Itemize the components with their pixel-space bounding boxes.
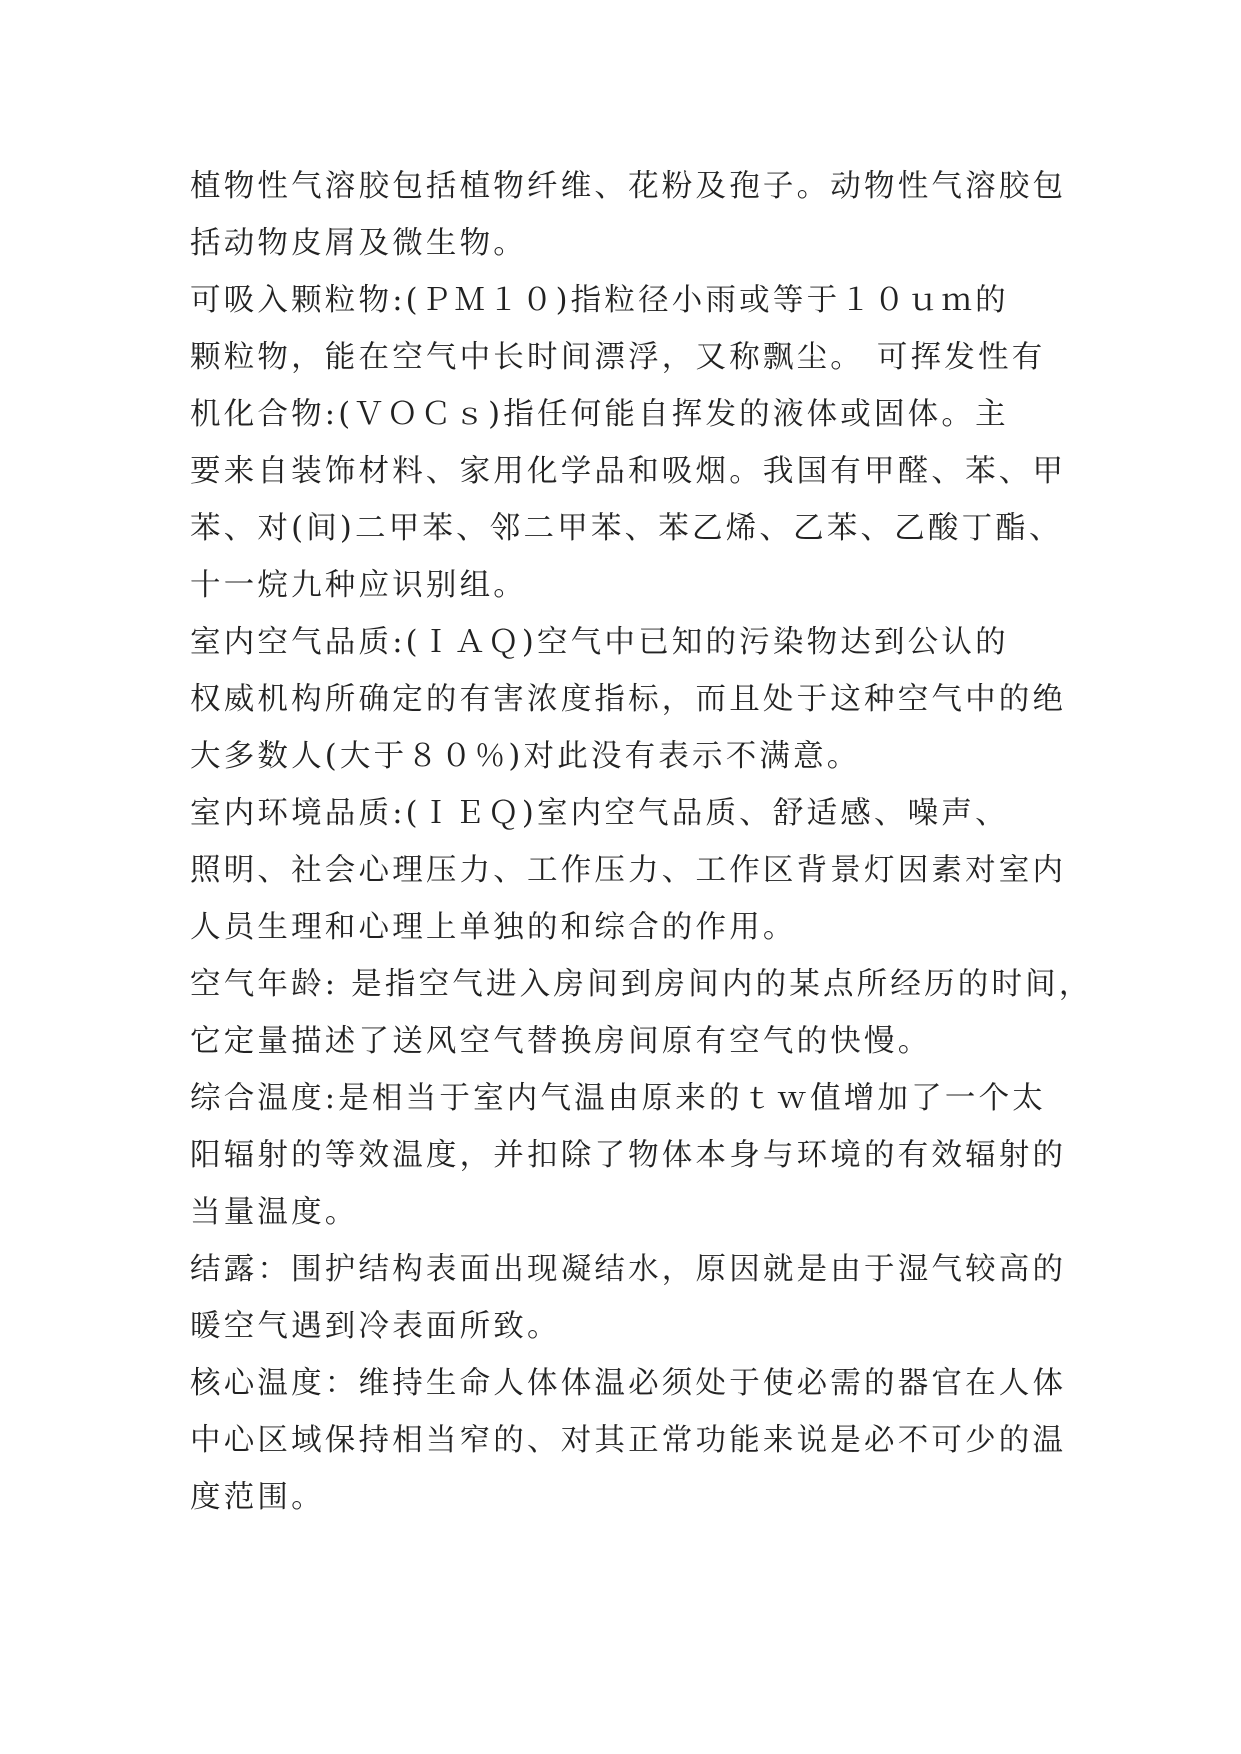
text-line: 阳辐射的等效温度，并扣除了物体本身与环境的有效辐射的 [190,1138,1067,1173]
text-line: 核心温度：维持生命人体体温必须处于使必需的器官在人体 [190,1366,1067,1401]
text-line: 十一烷九种应识别组。 [190,568,527,603]
text-line: 括动物皮屑及微生物。 [190,226,527,261]
text-line: 植物性气溶胶包括植物纤维、花粉及孢子。动物性气溶胶包 [190,169,1067,204]
body-text [190,158,1093,1526]
text-line: 度范围。 [190,1480,325,1515]
text-line: 照明、社会心理压力、工作压力、工作区背景灯因素对室内 [190,853,1067,888]
text-line: 权威机构所确定的有害浓度指标，而且处于这种空气中的绝 [190,682,1067,717]
text-line: 综合温度:是相当于室内气温由原来的ｔｗ值增加了一个太 [190,1081,1046,1116]
text-line: 颗粒物，能在空气中长时间漂浮，又称飘尘。 可挥发性有 [190,340,1046,375]
text-line: 人员生理和心理上单独的和综合的作用。 [190,910,797,945]
text-line: 它定量描述了送风空气替换房间原有空气的快慢。 [190,1024,932,1059]
text-line: 要来自装饰材料、家用化学品和吸烟。我国有甲醛、苯、甲 [190,454,1067,489]
text-line: 苯、对(间)二甲苯、邻二甲苯、苯乙烯、乙苯、乙酸丁酯、 [190,511,1063,546]
text-line: 大多数人(大于８０％)对此没有表示不满意。 [190,739,861,774]
text-line: 中心区域保持相当窄的、对其正常功能来说是必不可少的温 [190,1423,1067,1458]
text-line: 当量温度。 [190,1195,359,1230]
text-line: 室内空气品质:(ＩＡＱ)空气中已知的污染物达到公认的 [190,625,1009,660]
text-line: 机化合物:(ＶＯＣｓ)指任何能自挥发的液体或固体。主 [190,397,1009,432]
text-line: 可吸入颗粒物:(ＰＭ１０)指粒径小雨或等于１０ｕｍ的 [190,283,1009,318]
text-line: 空气年龄: 是指空气进入房间到房间内的某点所经历的时间， [190,967,1093,1002]
text-line: 暖空气遇到冷表面所致。 [190,1309,561,1344]
text-line: 结露：围护结构表面出现凝结水，原因就是由于湿气较高的 [190,1252,1067,1287]
text-line: 室内环境品质:(ＩＥＱ)室内空气品质、舒适感、噪声、 [190,796,1009,831]
